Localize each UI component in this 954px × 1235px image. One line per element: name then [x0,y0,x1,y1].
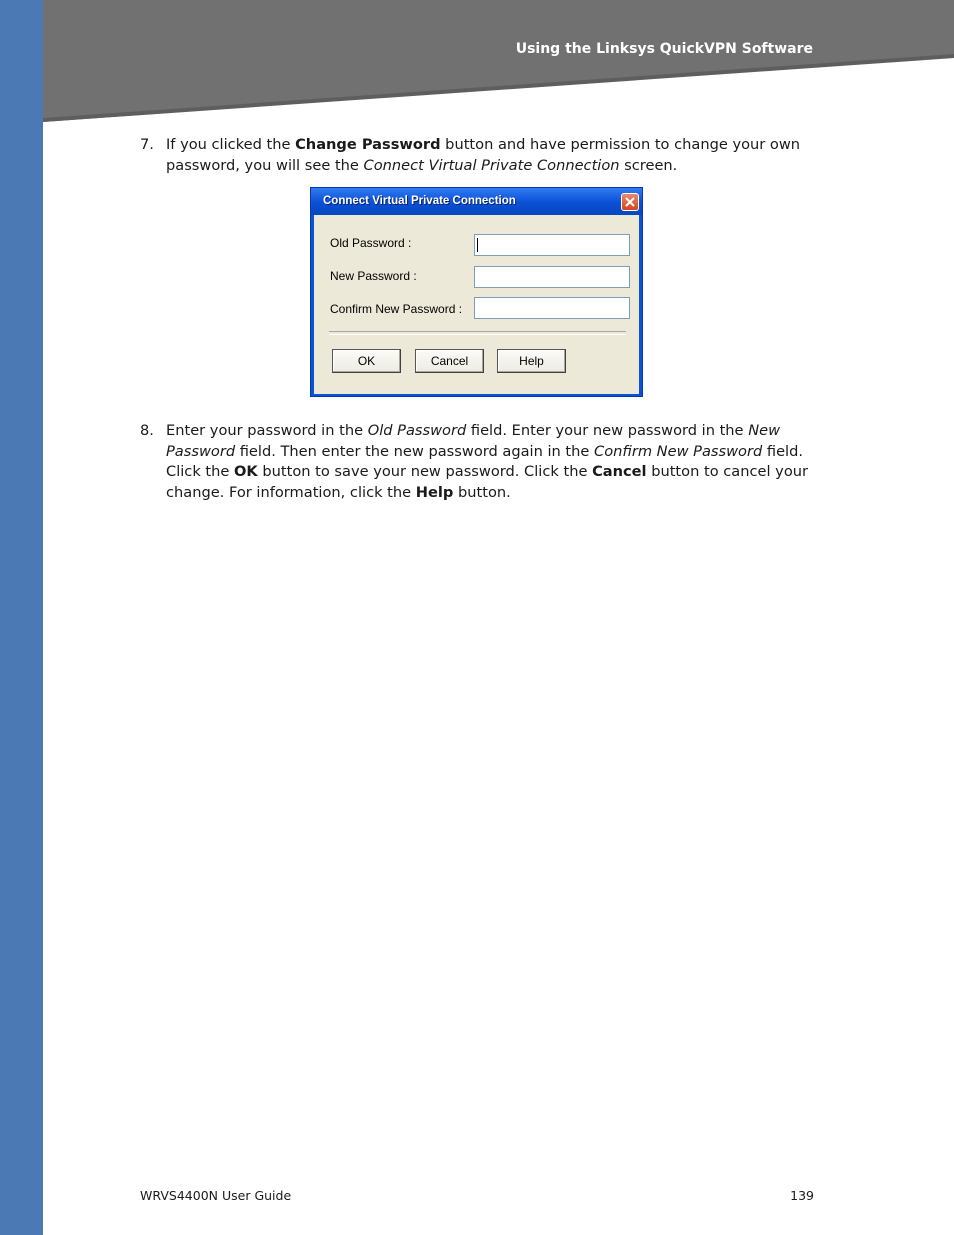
dialog-separator [329,331,626,335]
old-password-label: Old Password : [330,236,412,250]
dialog-titlebar [311,188,642,215]
step-text: Enter your password in the Old Password field. Enter your new password in the New Password field. Then enter the new password again in the Confirm New Password field. Click the OK button to save your new password. Click the Cancel button to cancel your change. For information, click the Help button. [166,422,808,501]
step-text: If you clicked the Change Password button and have permission to change your own password, you will see the Connect Virtual Private Connection screen. [166,136,801,174]
step-7 [140,135,820,176]
dialog-title: Connect Virtual Private Connection [323,195,516,207]
footer-guide-name: WRVS4400N User Guide [140,1188,292,1203]
header-title: Using the Linksys QuickVPN Software [515,41,813,57]
step-8 [140,421,820,503]
confirm-password-field[interactable] [474,297,630,319]
old-password-field[interactable] [474,234,630,256]
page-number: 139 [790,1188,814,1203]
help-button[interactable]: Help [497,349,566,373]
step-number: 7. [140,136,154,153]
new-password-label: New Password : [330,269,417,283]
header-band [43,0,954,122]
cancel-button[interactable]: Cancel [415,349,484,373]
close-x-icon [625,197,635,207]
ok-button[interactable]: OK [332,349,401,373]
side-color-bar [0,0,43,1235]
close-button[interactable] [621,193,639,211]
confirm-password-label: Confirm New Password : [330,302,463,316]
text-caret [477,238,478,252]
step-number: 8. [140,422,154,439]
new-password-field[interactable] [474,266,630,288]
